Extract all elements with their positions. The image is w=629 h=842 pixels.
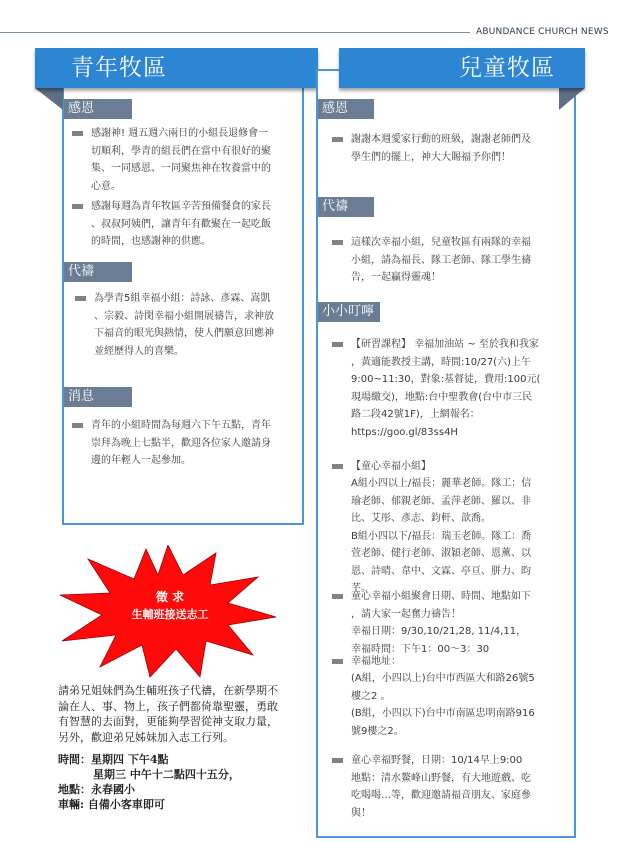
header-rule (0, 32, 470, 33)
list-item: 童心幸福野餐，日期：10/14早上9:00 地點：清水鰲峰山野餐，有大地遊戲、吃 吃喝喝…等，歡迎邀請福音朋友、家庭參 與！ (332, 752, 566, 824)
group-details: A組小四以上/福長：麗華老師。隊工：信 瑜老師、郁親老師、孟萍老師、羅以、非 比、艾彤、彥志、鈞軒、歆喬。 B組小四以下/福長：瑞玉老師。隊工：喬 萱老師、健行老師、淑穎老師、恩薰、以 恩、詩晴、韋中、文霖、亭亘、胼力、昀 芊。 (351, 478, 532, 594)
bullet-icon (332, 137, 343, 142)
youth-title: 青年牧區 (71, 55, 167, 81)
bullet-icon (75, 296, 86, 301)
youth-thanks-heading: 感恩 (64, 99, 132, 119)
list-item: 為學青5組幸福小組：詩詠、彥霖、嵩凱 、宗毅、詩閔幸福小組開展禱告，求神放 下福音的眼光與熱情，使人們願意回應神 並經歷得人的喜樂。 (75, 290, 293, 360)
recruit-time-2: 星期三 中午十二點四十五分， (93, 768, 240, 781)
bullet-icon (72, 131, 83, 136)
list-item: 【童心幸福小組】 A組小四以上/福長：麗華老師。隊工：信 瑜老師、郁親老師、孟萍老師、羅以、非 比、艾彤、彥志、鈞軒、歆喬。 B組小四以下/福長：瑞玉老師。隊工：喬 萱老師、健行老師、淑穎老師、恩薰、以 恩、詩晴、韋中、文霖、亭亘、胼力、昀 芊。 (332, 458, 566, 588)
gather-schedule: 幸福日期：9/30,10/21,28, 11/4,11， 幸福時間：下午1：00～3：30 (351, 626, 527, 655)
list-item: 感謝每週為青年牧區辛苦預備餐食的家長 、叔叔阿姨們，讓青年有歡聚在一起吃飯 的時間，也感謝神的供應。 (72, 198, 292, 252)
children-prayer-heading: 代禱 (318, 197, 374, 217)
children-thanks-heading: 感恩 (318, 99, 374, 119)
address-details: (A組，小四以上)台中市西區大和路26號5 樓之2 。 (B組，小四以下)台中市南區忠明南路916 號9樓之2。 (351, 673, 535, 737)
recruit-vehicle: 車輛: 自備小客車即可 (58, 798, 165, 811)
list-item: 童心幸福小組聚會日期、時間、地點如下 ，請大家一起奮力禱告！ 幸福日期：9/30,10/21,28, 11/4,11， 幸福時間：下午1：00～3：30 (332, 588, 566, 658)
children-reminder-heading: 小小叮嚀 (318, 302, 380, 322)
list-item: 這樣次幸福小組，兒童牧區有兩隊的幸福 小組，請為福長、隊工老師、隊工學生禱 告，一起贏得靈魂！ (332, 234, 566, 288)
recruit-time: 時間：星期四 下午4點 (58, 753, 169, 766)
list-item: 青年的小組時間為每週六下午五點，青年 崇拜為晚上七點半，歡迎各位家人邀請身 邊的年輕人一起參加。 (72, 417, 294, 471)
children-banner (339, 48, 585, 88)
bullet-icon (72, 204, 83, 209)
bullet-icon (332, 594, 343, 599)
youth-banner-fold (35, 88, 63, 110)
recruit-place: 地點：永春國小 (58, 783, 135, 796)
children-title: 兒童牧區 (459, 55, 555, 81)
children-banner-fold (559, 88, 585, 110)
recruit-title: 徵 求 (155, 590, 185, 604)
list-item: 幸福地址： (A組，小四以上)台中市西區大和路26號5 樓之2 。 (B組，小四以下)台中市南區忠明南路916 號9樓之2。 (332, 653, 566, 733)
bullet-icon (332, 240, 343, 245)
bullet-icon (332, 464, 343, 469)
bullet-icon (332, 758, 343, 763)
youth-prayer-heading: 代禱 (64, 262, 132, 282)
youth-banner (35, 48, 318, 88)
list-item: 感謝神! 週五週六兩日的小組長退修會一 切順利，學青的組長們在當中有很好的聚 集、一同感恩、一同聚焦神在牧養當中的 心意。 (72, 125, 292, 195)
recruit-paragraph: 請弟兄姐妹們為生輔班孩子代禱，在新學期不 論在人、事、物上，孩子們都倚靠聖靈，勇敢 有智慧的去面對，更能夠學習從神支取力量， 另外，歡迎弟兄姊妹加入志工行列。 (58, 684, 278, 744)
list-item: 謝謝本週愛家行動的班級，謝謝老師們及 學生們的擺上，神大大賜福予你們！ (332, 131, 566, 167)
bullet-icon (332, 659, 343, 664)
bullet-icon (332, 342, 343, 347)
newsletter-title: ABUNDANCE CHURCH NEWS (476, 27, 609, 37)
list-item: 【研習課程】 幸福加油站 ~ 至於我和我家 ，黃適能教授主講，時間:10/27(六)上午 9:00~11:30，對象:基督徒，費用:100元( 現場繳交)，地點:台中聖教會(台中市三民 路二段42號1F)，上網報名： https://goo.gl/83ss4H (332, 336, 566, 442)
youth-news-heading: 消息 (64, 387, 132, 407)
bullet-icon (72, 423, 83, 428)
recruit-subtitle: 生輔班接送志工 (131, 608, 209, 621)
